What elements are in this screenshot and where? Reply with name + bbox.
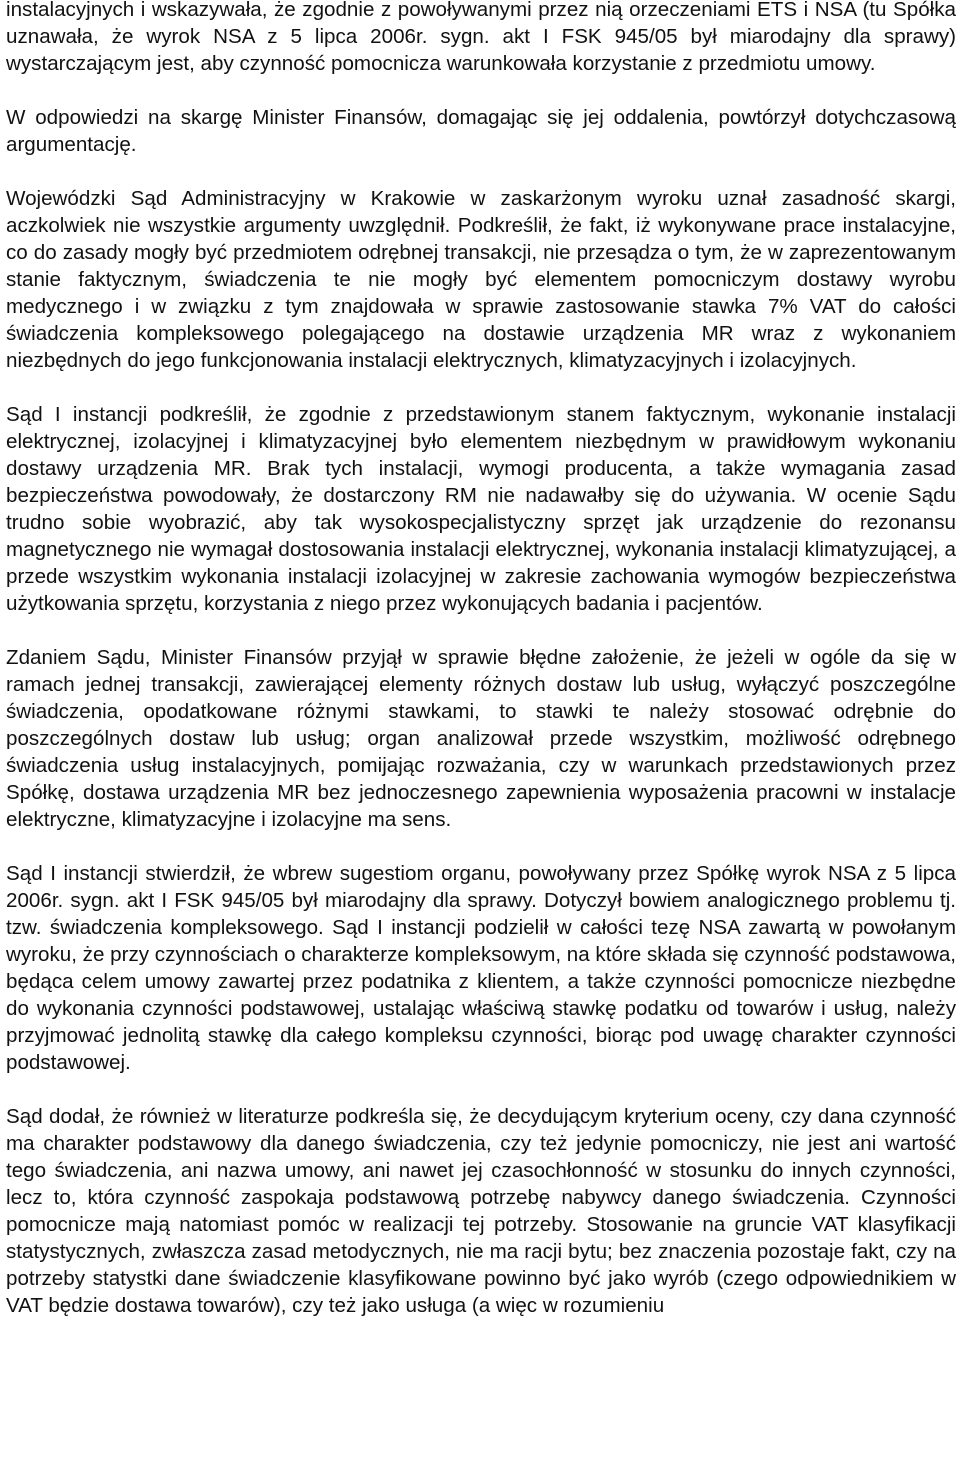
paragraph-1: instalacyjnych i wskazywała, że zgodnie z powoływanymi przez nią orzeczeniami ETS i NSA (tu Spółka uznawała, że wyrok NSA z 5 lipca 2006r. sygn. akt I FSK 945/05 był miarodajny dla sprawy) wystarczającym jest, aby czynność pomocnicza warunkowała korzystanie z przedmiotu umowy.	[6, 0, 956, 75]
paragraph-6: Sąd I instancji stwierdził, że wbrew sugestiom organu, powoływany przez Spółkę wyrok NSA z 5 lipca 2006r. sygn. akt I FSK 945/05 był miarodajny dla sprawy. Dotyczył bowiem analogicznego problemu tj. tzw. świadczenia kompleksowego. Sąd I instancji podzielił w całości tezę NSA zawartą w powołanym wyroku, że przy czynnościach o charakterze kompleksowym, na które składa się czynność podstawowa, będąca celem umowy zawartej przez podatnika z klientem, a także czynności pomocnicze niezbędne do wykonania czynności podstawowej, ustalając właściwą stawkę podatku od towarów i usług, należy przyjmować jednolitą stawkę dla całego kompleksu czynności, biorąc pod uwagę charakter czynności podstawowej.	[6, 862, 957, 1074]
paragraph-3: Wojewódzki Sąd Administracyjny w Krakowie w zaskarżonym wyroku uznał zasadność skargi, aczkolwiek nie wszystkie argumenty uwzględnił. Podkreślił, że fakt, iż wykonywane prace instalacyjne, co do zasady mogły być przedmiotem odrębnej transakcji, nie przesądza o tym, że w zaprezentowanym stanie faktycznym, świadczenia te nie mogły być elementem pomocniczym dostawy wyrobu medycznego i w związku z tym znajdowała w sprawie zastosowanie stawka 7% VAT do całości świadczenia kompleksowego polegającego na dostawie urządzenia MR wraz z wykonaniem niezbędnych do jego funkcjonowania instalacji elektrycznych, klimatyzacyjnych i izolacyjnych.	[6, 187, 956, 372]
paragraph-2: W odpowiedzi na skargę Minister Finansów, domagając się jej oddalenia, powtórzył dotychczasową argumentację.	[6, 106, 956, 156]
paragraph-7: Sąd dodał, że również w literaturze podkreśla się, że decydującym kryterium oceny, czy dana czynność ma charakter podstawowy dla danego świadczenia, czy też jedynie pomocniczy, nie jest ani wartość tego świadczenia, ani nazwa umowy, ani nawet jej czasochłonność w stosunku do innych czynności, lecz to, która czynność zaspokaja podstawową potrzebę nabywcy danego świadczenia. Czynności pomocnicze mają natomiast pomóc w realizacji tej potrzeby. Stosowanie na gruncie VAT klasyfikacji statystycznych, zwłaszcza zasad metodycznych, nie ma racji bytu; bez znaczenia pozostaje fakt, czy na potrzeby statystki dane świadczenie klasyfikowane powinno być jako wyrób (czego odpowiednikiem w VAT będzie dostawa towarów), czy też jako usługa (a więc w rozumieniu	[6, 1105, 956, 1317]
paragraph-5: Zdaniem Sądu, Minister Finansów przyjął w sprawie błędne założenie, że jeżeli w ogóle da się w ramach jednej transakcji, zawierającej elementy różnych dostaw lub usług, wyłączyć poszczególne świadczenia, opodatkowane różnymi stawkami, to stawki te należy stosować odrębnie do poszczególnych dostaw lub usług; organ analizował przede wszystkim, możliwość odrębnego świadczenia usług instalacyjnych, pomijając rozważania, czy w warunkach przedstawionych przez Spółkę, dostawa urządzenia MR bez jednoczesnego zapewnienia wyposażenia pracowni w instalacje elektryczne, klimatyzacyjne i izolacyjne ma sens.	[6, 646, 956, 831]
paragraph-4: Sąd I instancji podkreślił, że zgodnie z przedstawionym stanem faktycznym, wykonanie instalacji elektrycznej, izolacyjnej i klimatyzacyjnej było elementem niezbędnym w prawidłowym wykonaniu dostawy urządzenia MR. Brak tych instalacji, wymogi producenta, a także wymagania zasad bezpieczeństwa powodowały, że dostarczony RM nie nadawałby się do używania. W ocenie Sądu trudno sobie wyobrazić, aby tak wysokospecjalistyczny sprzęt jak urządzenie do rezonansu magnetycznego nie wymagał dostosowania instalacji elektrycznej, wykonania instalacji klimatyzującej, a przede wszystkim wykonania instalacji izolacyjnej w zakresie zachowania wymogów bezpieczeństwa użytkowania sprzętu, korzystania z niego przez wykonujących badania i pacjentów.	[6, 403, 956, 615]
document-page	[6, 0, 956, 1319]
